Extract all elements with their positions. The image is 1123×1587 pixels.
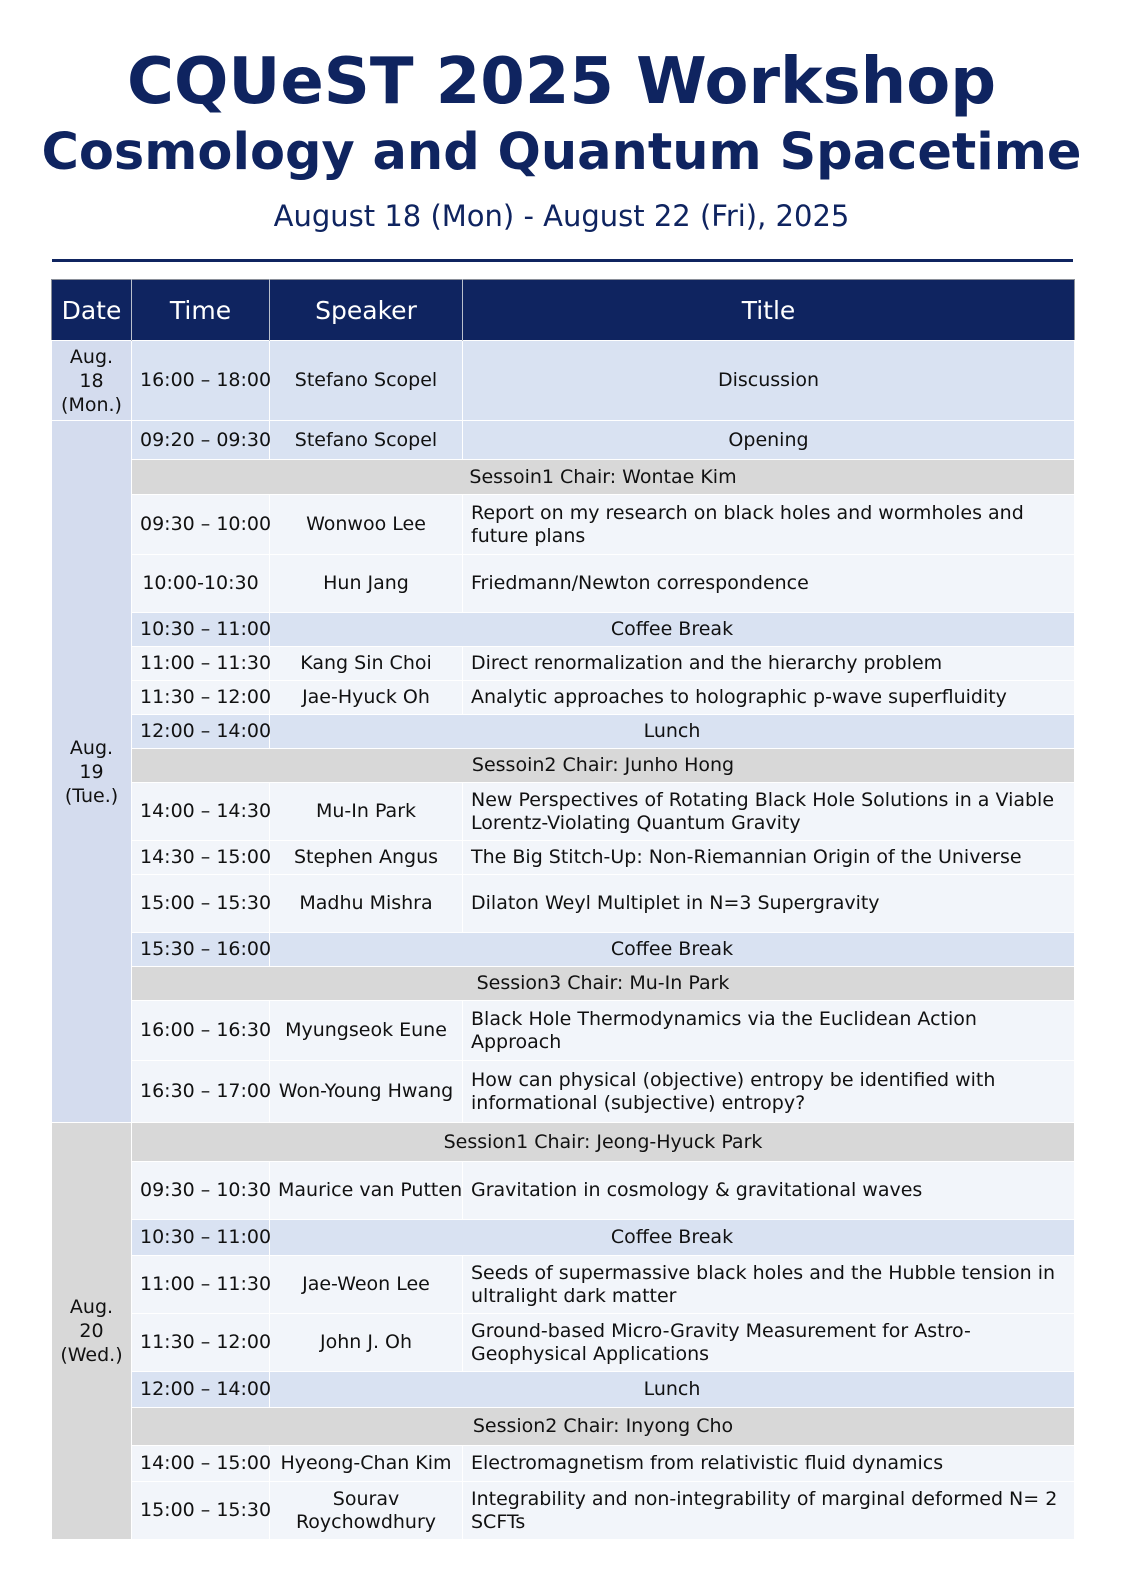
schedule-row xyxy=(52,749,1075,783)
schedule-row xyxy=(52,1123,1075,1162)
time-cell: 12:00 – 14:00 xyxy=(132,715,270,749)
schedule-row xyxy=(52,1482,1075,1540)
speaker-cell xyxy=(270,1482,463,1540)
speaker-cell xyxy=(270,341,463,421)
header-divider xyxy=(52,259,1073,262)
talk-title-cell: New Perspectives of Rotating Black Hole Solutions in a Viable Lorentz-Violating Quantum Gravity xyxy=(463,783,1075,841)
speaker-cell xyxy=(270,1314,463,1372)
date-line: (Wed.) xyxy=(60,1344,123,1366)
speaker-name-line: Myungseok Eune xyxy=(285,1019,447,1041)
workshop-subtitle: Cosmology and Quantum Spacetime xyxy=(41,123,1082,182)
schedule-header-row xyxy=(52,280,1075,341)
schedule-row xyxy=(52,1061,1075,1123)
talk-title-cell: Discussion xyxy=(463,341,1075,421)
talk-title-cell: Black Hole Thermodynamics via the Euclidean Action Approach xyxy=(463,1001,1075,1061)
speaker-name-line: Jae-Weon Lee xyxy=(302,1273,430,1295)
time-cell: 09:30 – 10:00 xyxy=(132,495,270,555)
time-cell: 15:30 – 16:00 xyxy=(132,933,270,967)
date-line: (Mon.) xyxy=(61,393,122,416)
date-line: Aug. xyxy=(69,1296,114,1318)
talk-title-cell: Analytic approaches to holographic p-wave superfluidity xyxy=(463,681,1075,715)
schedule-row xyxy=(52,1372,1075,1408)
speaker-name-line: Kang Sin Choi xyxy=(300,652,432,674)
talk-title-cell: Ground-based Micro-Gravity Measurement for Astro-Geophysical Applications xyxy=(463,1314,1075,1372)
date-line: 19 xyxy=(79,760,104,783)
date-line: 20 xyxy=(79,1320,104,1342)
talk-title-cell: Opening xyxy=(463,421,1075,460)
schedule-row xyxy=(52,715,1075,749)
speaker-cell xyxy=(270,1256,463,1314)
speaker-name-line: John J. Oh xyxy=(319,1331,413,1353)
time-cell: 15:00 – 15:30 xyxy=(132,1482,270,1540)
date-line: Aug. xyxy=(69,736,114,759)
speaker-name-line: Roychowdhury xyxy=(295,1510,437,1533)
schedule-table xyxy=(51,279,1075,1540)
schedule-row xyxy=(52,341,1075,421)
date-cell xyxy=(52,1123,132,1540)
schedule-row xyxy=(52,1408,1075,1446)
speaker-name-line: Wonwoo Lee xyxy=(306,513,426,535)
column-header-date: Date xyxy=(52,280,132,341)
speaker-cell xyxy=(270,647,463,681)
schedule-row xyxy=(52,1220,1075,1256)
speaker-name-line: Hyeong-Chan Kim xyxy=(280,1452,452,1474)
time-cell: 11:00 – 11:30 xyxy=(132,1256,270,1314)
speaker-cell xyxy=(270,1162,463,1220)
speaker-cell xyxy=(270,495,463,555)
schedule-row xyxy=(52,421,1075,460)
schedule-row xyxy=(52,875,1075,933)
schedule-row xyxy=(52,967,1075,1001)
time-cell: 16:00 – 16:30 xyxy=(132,1001,270,1061)
speaker-name-line: Mu-In Park xyxy=(315,800,417,822)
date-line: (Tue.) xyxy=(64,784,119,807)
break-label: Coffee Break xyxy=(270,933,1075,967)
column-header-time: Time xyxy=(132,280,270,341)
schedule-row xyxy=(52,495,1075,555)
speaker-cell xyxy=(270,875,463,933)
talk-title-cell: Seeds of supermassive black holes and the Hubble tension in ultralight dark matter xyxy=(463,1256,1075,1314)
speaker-cell xyxy=(270,841,463,875)
time-cell: 14:30 – 15:00 xyxy=(132,841,270,875)
break-label: Lunch xyxy=(270,1372,1075,1408)
session-chair-label: Sessoin2 Chair: Junho Hong xyxy=(132,749,1075,783)
workshop-title: CQUeST 2025 Workshop xyxy=(126,45,997,119)
schedule-row xyxy=(52,681,1075,715)
speaker-cell xyxy=(270,1061,463,1123)
schedule-row xyxy=(52,1446,1075,1482)
time-cell: 10:30 – 11:00 xyxy=(132,1220,270,1256)
talk-title-cell: Dilaton Weyl Multiplet in N=3 Supergravity xyxy=(463,875,1075,933)
speaker-name-line: Sourav xyxy=(332,1487,400,1510)
session-chair-label: Session1 Chair: Jeong-Hyuck Park xyxy=(132,1123,1075,1162)
schedule-row xyxy=(52,841,1075,875)
speaker-name-line: Jae-Hyuck Oh xyxy=(302,686,430,708)
talk-title-cell: Report on my research on black holes and wormholes and future plans xyxy=(463,495,1075,555)
time-cell: 16:30 – 17:00 xyxy=(132,1061,270,1123)
date-cell xyxy=(52,421,132,1123)
speaker-cell xyxy=(270,1001,463,1061)
schedule-row xyxy=(52,613,1075,647)
speaker-name-line: Maurice van Putten xyxy=(278,1179,463,1201)
time-cell: 15:00 – 15:30 xyxy=(132,875,270,933)
schedule-row xyxy=(52,1256,1075,1314)
talk-title-cell: Integrability and non-integrability of marginal deformed N= 2 SCFTs xyxy=(463,1482,1075,1540)
speaker-name-line: Hun Jang xyxy=(323,572,409,594)
session-chair-label: Session3 Chair: Mu-In Park xyxy=(132,967,1075,1001)
speaker-cell xyxy=(270,681,463,715)
talk-title-cell: How can physical (objective) entropy be identified with informational (subjective) entropy? xyxy=(463,1061,1075,1123)
session-chair-label: Session2 Chair: Inyong Cho xyxy=(132,1408,1075,1446)
time-cell: 14:00 – 15:00 xyxy=(132,1446,270,1482)
speaker-cell xyxy=(270,1446,463,1482)
schedule-row xyxy=(52,460,1075,495)
schedule-row xyxy=(52,555,1075,613)
time-cell: 11:30 – 12:00 xyxy=(132,1314,270,1372)
talk-title-cell: Friedmann/Newton correspondence xyxy=(463,555,1075,613)
speaker-cell xyxy=(270,783,463,841)
speaker-name-line: Stefano Scopel xyxy=(294,369,438,391)
schedule-row xyxy=(52,933,1075,967)
schedule-row xyxy=(52,647,1075,681)
column-header-title: Title xyxy=(463,280,1075,341)
schedule-row xyxy=(52,783,1075,841)
time-cell: 11:00 – 11:30 xyxy=(132,647,270,681)
speaker-name-line: Madhu Mishra xyxy=(299,892,433,914)
break-label: Coffee Break xyxy=(270,1220,1075,1256)
workshop-dates: August 18 (Mon) - August 22 (Fri), 2025 xyxy=(273,199,850,233)
time-cell: 10:30 – 11:00 xyxy=(132,613,270,647)
time-cell: 14:00 – 14:30 xyxy=(132,783,270,841)
schedule-body xyxy=(52,341,1075,1540)
schedule-row xyxy=(52,1001,1075,1061)
speaker-name-line: Stefano Scopel xyxy=(294,428,438,451)
session-chair-label: Sessoin1 Chair: Wontae Kim xyxy=(132,460,1075,495)
speaker-cell xyxy=(270,421,463,460)
break-label: Lunch xyxy=(270,715,1075,749)
talk-title-cell: Gravitation in cosmology & gravitational waves xyxy=(463,1162,1075,1220)
time-cell: 16:00 – 18:00 xyxy=(132,341,270,421)
time-cell: 10:00-10:30 xyxy=(132,555,270,613)
time-cell: 12:00 – 14:00 xyxy=(132,1372,270,1408)
talk-title-cell: Electromagnetism from relativistic fluid dynamics xyxy=(463,1446,1075,1482)
speaker-name-line: Won-Young Hwang xyxy=(278,1080,454,1102)
talk-title-cell: The Big Stitch-Up: Non-Riemannian Origin of the Universe xyxy=(463,841,1075,875)
time-cell: 11:30 – 12:00 xyxy=(132,681,270,715)
schedule-row xyxy=(52,1314,1075,1372)
date-line: 18 xyxy=(79,369,104,392)
date-line: Aug. xyxy=(69,345,114,368)
talk-title-cell: Direct renormalization and the hierarchy problem xyxy=(463,647,1075,681)
break-label: Coffee Break xyxy=(270,613,1075,647)
column-header-speaker: Speaker xyxy=(270,280,463,341)
schedule-row xyxy=(52,1162,1075,1220)
speaker-cell xyxy=(270,555,463,613)
time-cell: 09:20 – 09:30 xyxy=(132,421,270,460)
time-cell: 09:30 – 10:30 xyxy=(132,1162,270,1220)
speaker-name-line: Stephen Angus xyxy=(293,846,439,868)
date-cell xyxy=(52,341,132,421)
